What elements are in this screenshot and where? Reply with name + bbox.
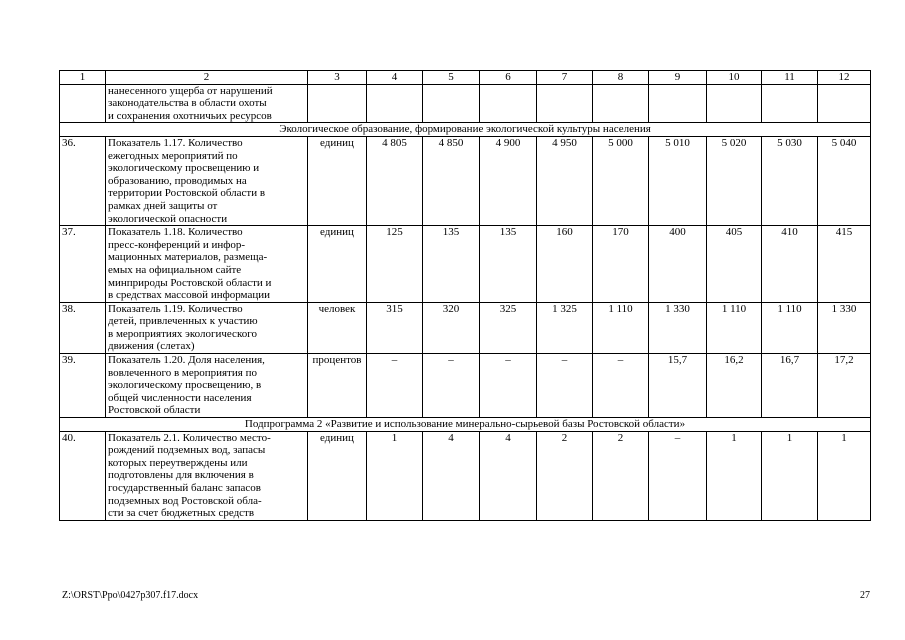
page-number: 27	[860, 590, 870, 601]
cell-name	[106, 226, 308, 303]
header-cell: 6	[480, 71, 537, 85]
header-cell: 12	[818, 71, 871, 85]
name-line: сти за счет бюджетных средств	[108, 507, 255, 520]
cell-unit	[308, 84, 367, 123]
name-line: экологической опасности	[108, 212, 228, 225]
header-row	[60, 71, 871, 85]
cell-value: 400	[649, 226, 707, 303]
cell-value: 135	[480, 226, 537, 303]
cell-value: 16,7	[762, 354, 818, 418]
cell-value: 135	[423, 226, 480, 303]
cell-value: 325	[480, 302, 537, 353]
header-cell: 5	[423, 71, 480, 85]
cell-value: 5 040	[818, 136, 871, 225]
name-line: ежегодных мероприятий по	[108, 149, 238, 162]
name-line: в средствах массовой информации	[108, 289, 270, 302]
cell-empty	[593, 84, 649, 123]
table-row	[60, 302, 871, 353]
name-line: территории Ростовской области в	[108, 187, 266, 200]
table-row	[60, 136, 871, 225]
cell-value: 2	[537, 431, 593, 520]
section-row	[60, 418, 871, 432]
cell-value: 2	[593, 431, 649, 520]
cell-value: 415	[818, 226, 871, 303]
table-row	[60, 354, 871, 418]
cell-idx: 40.	[60, 431, 106, 520]
cell-value: 17,2	[818, 354, 871, 418]
cell-value: –	[367, 354, 423, 418]
cell-value: 1	[818, 431, 871, 520]
name-line: в мероприятиях экологического	[108, 327, 257, 340]
cell-value: 1	[707, 431, 762, 520]
name-line: общей численности населения	[108, 391, 252, 404]
header-cell: 11	[762, 71, 818, 85]
cell-value: 4	[480, 431, 537, 520]
name-line: рождений подземных вод, запасы	[108, 444, 266, 457]
cell-idx	[60, 84, 106, 123]
cell-empty	[537, 84, 593, 123]
cell-value: 5 000	[593, 136, 649, 225]
continued-row	[60, 84, 871, 123]
cell-value: 405	[707, 226, 762, 303]
name-line: пресс-конференций и инфор-	[108, 238, 246, 251]
header-cell: 7	[537, 71, 593, 85]
name-line: вовлеченного в мероприятия по	[108, 366, 257, 379]
cell-value: 410	[762, 226, 818, 303]
cell-empty	[480, 84, 537, 123]
cell-value: –	[537, 354, 593, 418]
cell-value: 16,2	[707, 354, 762, 418]
cell-value: 1 110	[593, 302, 649, 353]
cell-name	[106, 84, 308, 123]
name-line: образованию, проводимых на	[108, 174, 247, 187]
cell-unit: человек	[308, 302, 367, 353]
cell-value: 1 110	[707, 302, 762, 353]
cell-value: –	[423, 354, 480, 418]
cell-value: 1 330	[818, 302, 871, 353]
name-line: движения (слетах)	[108, 340, 195, 353]
cell-value: 4	[423, 431, 480, 520]
cell-empty	[423, 84, 480, 123]
cell-value: 315	[367, 302, 423, 353]
cell-name	[106, 136, 308, 225]
cell-value: 1	[367, 431, 423, 520]
name-line: законодательства в области охоты	[108, 97, 267, 110]
cell-value: 4 950	[537, 136, 593, 225]
name-line: мационных материалов, размеща-	[108, 251, 268, 264]
name-line: Показатель 1.17. Количество	[108, 136, 243, 149]
name-line: подземных вод Ростовской обла-	[108, 494, 262, 507]
cell-value: 4 900	[480, 136, 537, 225]
header-cell: 1	[60, 71, 106, 85]
cell-value: 1 330	[649, 302, 707, 353]
section-row	[60, 123, 871, 137]
cell-value: –	[480, 354, 537, 418]
cell-unit: процентов	[308, 354, 367, 418]
cell-value: –	[593, 354, 649, 418]
cell-unit: единиц	[308, 431, 367, 520]
header-cell: 2	[106, 71, 308, 85]
cell-empty	[367, 84, 423, 123]
name-line: Показатель 1.18. Количество	[108, 226, 243, 239]
cell-value: 1 325	[537, 302, 593, 353]
name-line: минприроды Ростовской области и	[108, 276, 272, 289]
cell-idx: 37.	[60, 226, 106, 303]
header-cell: 3	[308, 71, 367, 85]
cell-value: 170	[593, 226, 649, 303]
cell-idx: 39.	[60, 354, 106, 418]
cell-value: 15,7	[649, 354, 707, 418]
name-line: Ростовской области	[108, 404, 201, 417]
cell-value: 5 030	[762, 136, 818, 225]
cell-name	[106, 354, 308, 418]
name-line: и сохранения охотничьих ресурсов	[108, 109, 272, 122]
header-cell: 9	[649, 71, 707, 85]
cell-idx: 36.	[60, 136, 106, 225]
table-row	[60, 431, 871, 520]
cell-value: 1	[762, 431, 818, 520]
cell-empty	[762, 84, 818, 123]
name-line: подготовлены для включения в	[108, 469, 254, 482]
cell-value: 320	[423, 302, 480, 353]
cell-value: –	[649, 431, 707, 520]
indicators-table	[59, 70, 871, 521]
name-line: нанесенного ущерба от нарушений	[108, 84, 273, 97]
name-line: детей, привлеченных к участию	[108, 315, 258, 328]
cell-value: 125	[367, 226, 423, 303]
cell-value: 5 020	[707, 136, 762, 225]
cell-value: 1 110	[762, 302, 818, 353]
cell-idx: 38.	[60, 302, 106, 353]
cell-value: 4 805	[367, 136, 423, 225]
name-line: которых переутверждены или	[108, 456, 248, 469]
name-line: экологическому просвещению и	[108, 162, 260, 175]
table-row	[60, 226, 871, 303]
name-line: рамках дней защиты от	[108, 199, 218, 212]
name-line: Показатель 1.19. Количество	[108, 302, 243, 315]
section-title: Подпрограмма 2 «Развитие и использование минерально-сырьевой базы Ростовской области»	[60, 418, 871, 432]
cell-empty	[649, 84, 707, 123]
cell-name	[106, 302, 308, 353]
header-cell: 4	[367, 71, 423, 85]
name-line: емых на официальном сайте	[108, 263, 242, 276]
cell-unit: единиц	[308, 226, 367, 303]
file-path: Z:\ORST\Ppo\0427p307.f17.docx	[62, 590, 199, 601]
header-cell: 8	[593, 71, 649, 85]
cell-empty	[707, 84, 762, 123]
name-line: государственный баланс запасов	[108, 482, 261, 494]
name-line: Показатель 1.20. Доля населения,	[108, 354, 265, 367]
cell-empty	[818, 84, 871, 123]
name-line: экологическому просвещению, в	[108, 379, 262, 392]
cell-value: 5 010	[649, 136, 707, 225]
name-line: Показатель 2.1. Количество место-	[108, 431, 271, 444]
cell-value: 160	[537, 226, 593, 303]
cell-unit: единиц	[308, 136, 367, 225]
cell-value: 4 850	[423, 136, 480, 225]
cell-name	[106, 431, 308, 520]
header-cell: 10	[707, 71, 762, 85]
section-title: Экологическое образование, формирование экологической культуры населения	[60, 123, 871, 137]
